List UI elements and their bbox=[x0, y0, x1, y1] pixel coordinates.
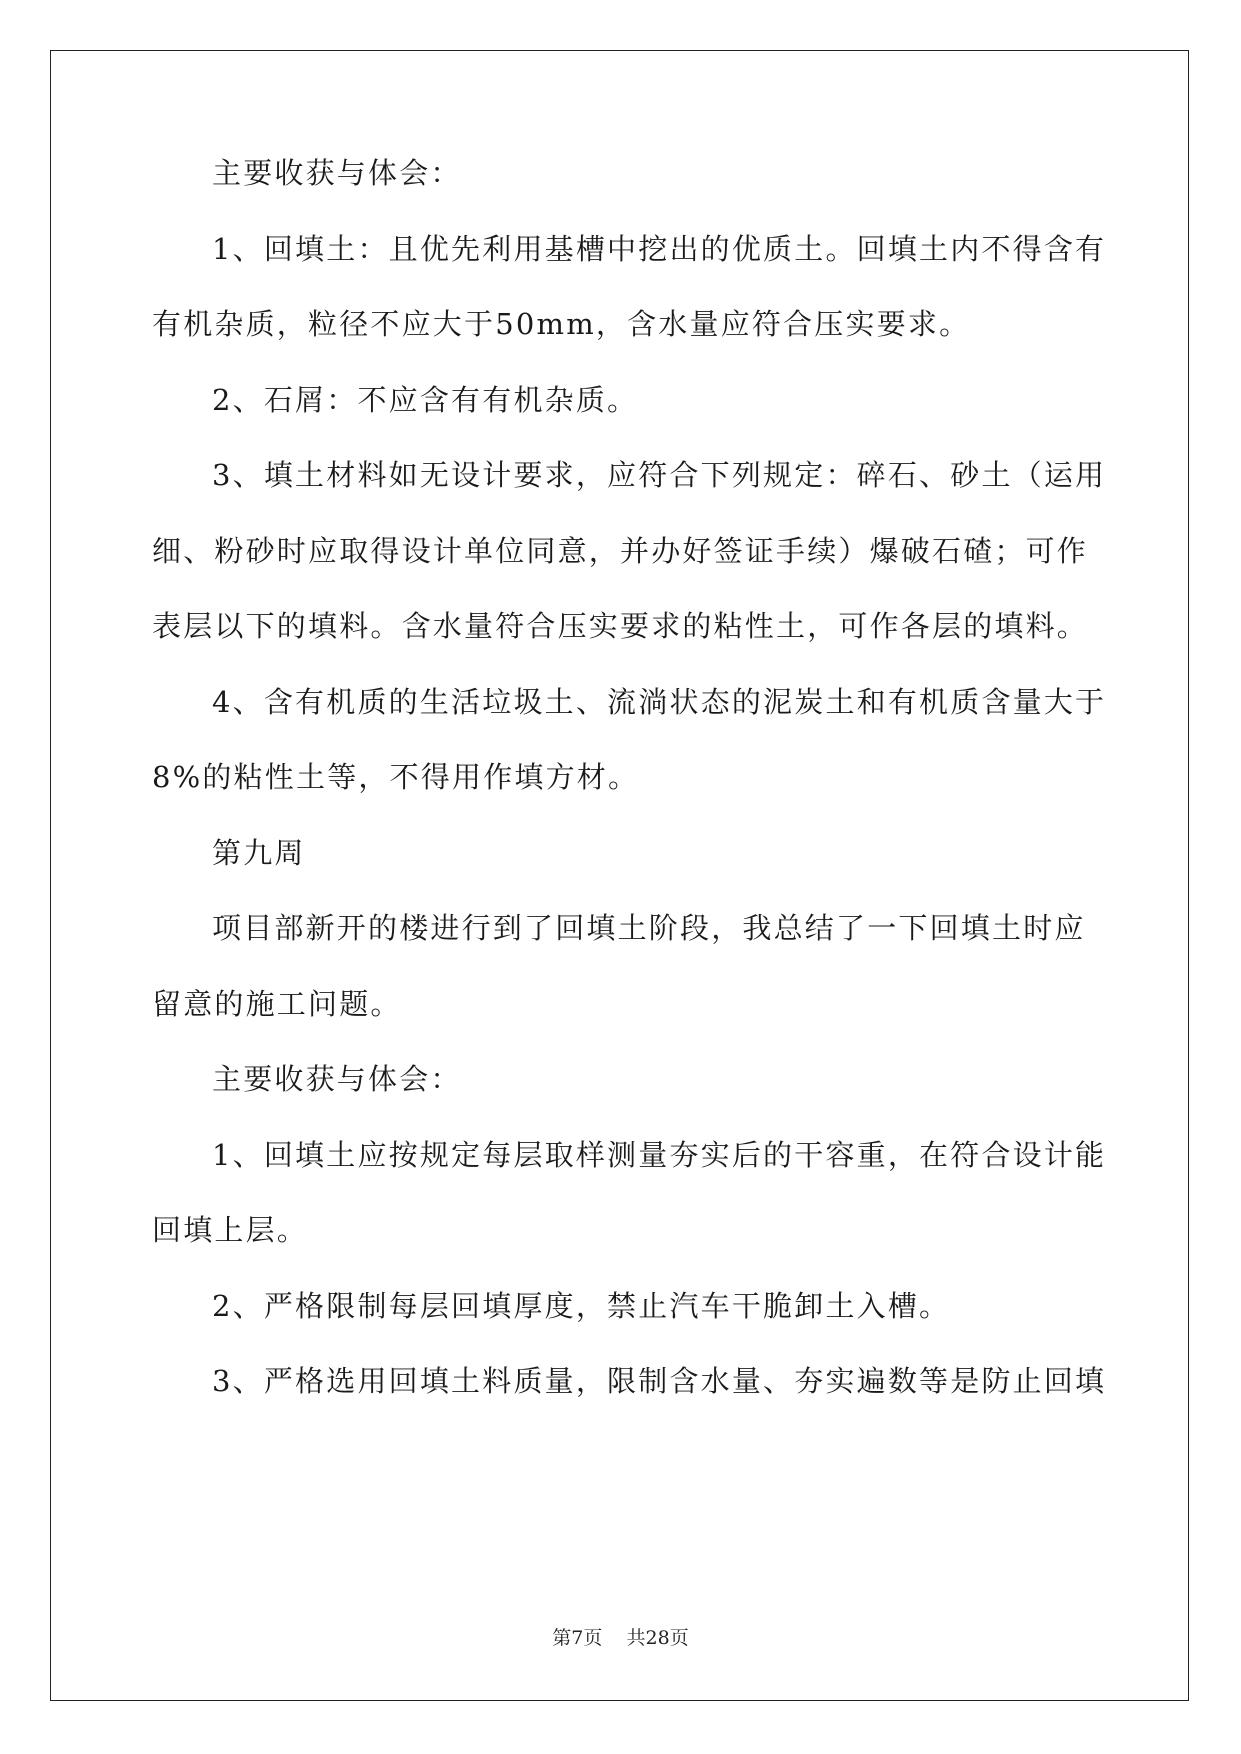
paragraph-line: 项目部新开的楼进行到了回填土阶段，我总结了一下回填土时应 bbox=[212, 911, 1086, 945]
paragraph-line: 细、粉砂时应取得设计单位同意，并办好签证手续）爆破石碴；可作 bbox=[152, 534, 1089, 568]
page-number: 7 bbox=[571, 1627, 584, 1649]
section-heading: 主要收获与体会： bbox=[212, 1062, 462, 1096]
total-prefix: 共 bbox=[626, 1627, 646, 1649]
page-border bbox=[50, 50, 1189, 1701]
paragraph-line: 3、填土材料如无设计要求，应符合下列规定：碎石、砂土（运用 bbox=[212, 458, 1107, 492]
paragraph-line: 3、严格选用回填土料质量，限制含水量、夯实遍数等是防止回填 bbox=[212, 1364, 1107, 1398]
page-footer bbox=[0, 1626, 1241, 1650]
paragraph-line: 4、含有机质的生活垃圾土、流淌状态的泥炭土和有机质含量大于 bbox=[212, 685, 1107, 719]
paragraph-line: 1、回填土应按规定每层取样测量夯实后的干容重，在符合设计能 bbox=[212, 1138, 1107, 1172]
total-suffix: 页 bbox=[669, 1627, 689, 1649]
paragraph-line: 2、石屑：不应含有有机杂质。 bbox=[212, 383, 639, 417]
paragraph-line: 回填上层。 bbox=[152, 1213, 309, 1247]
paragraph-line: 表层以下的填料。含水量符合压实要求的粘性土，可作各层的填料。 bbox=[152, 609, 1089, 643]
total-pages: 28 bbox=[645, 1627, 670, 1649]
paragraph-line: 1、回填土：且优先利用基槽中挖出的优质土。回填土内不得含有 bbox=[212, 232, 1107, 266]
paragraph-line: 2、严格限制每层回填厚度，禁止汽车干脆卸土入槽。 bbox=[212, 1289, 951, 1323]
page-suffix: 页 bbox=[583, 1627, 603, 1649]
week-heading: 第九周 bbox=[212, 836, 306, 870]
paragraph-line: 有机杂质，粒径不应大于50mm，含水量应符合压实要求。 bbox=[152, 307, 971, 341]
paragraph-line: 8%的粘性土等，不得用作填方材。 bbox=[152, 760, 640, 794]
paragraph-line: 留意的施工问题。 bbox=[152, 987, 402, 1021]
section-heading: 主要收获与体会： bbox=[212, 156, 462, 190]
page-prefix: 第 bbox=[552, 1627, 572, 1649]
